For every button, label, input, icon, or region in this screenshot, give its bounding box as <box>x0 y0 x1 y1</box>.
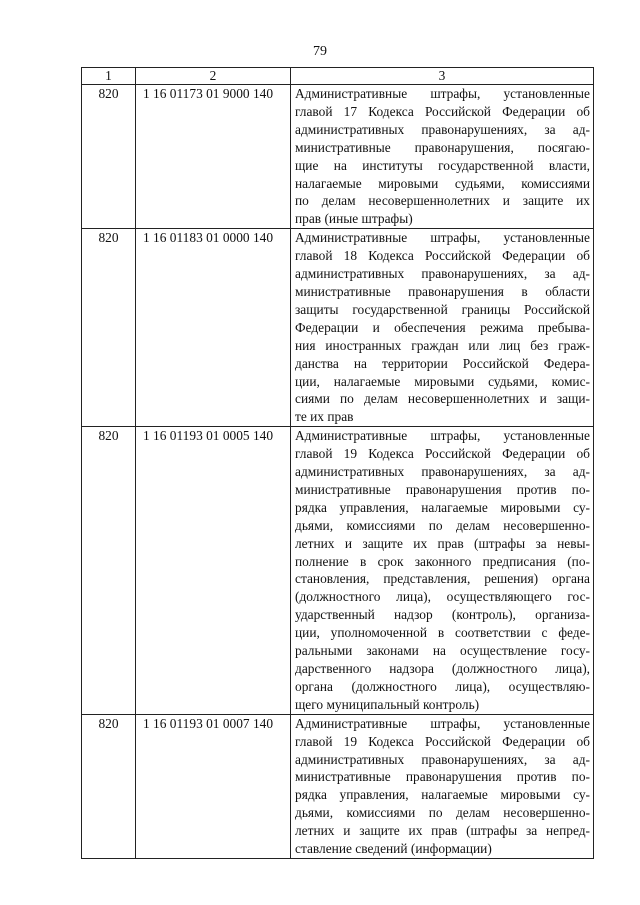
description-line: становления, представления, решения) органа <box>295 571 590 587</box>
description-line: Административные штрафы, установленные <box>295 86 590 101</box>
table-body <box>82 85 594 859</box>
description-line: министративные правонарушения, посягаю- <box>295 139 590 155</box>
column-header-3: 3 <box>291 68 594 85</box>
table-row <box>82 229 594 427</box>
column-header-2: 2 <box>136 68 291 85</box>
budget-code-cell: 1 16 01173 01 9000 140 <box>136 85 291 229</box>
description-line: административных правонарушениях, за ад- <box>295 121 590 137</box>
description-line: ральными законами на осуществление госу- <box>295 643 590 659</box>
description-line: (должностного лица), осуществляющего гос- <box>295 589 590 605</box>
description-line: министративные правонарушения в области <box>295 283 590 299</box>
description-line: прав (иные штрафы) <box>295 211 413 227</box>
description-line: данства на территории Российской Федера- <box>295 355 590 371</box>
description-line: Административные штрафы, установленные <box>295 715 590 731</box>
description-line: защиты государственной границы Российской <box>295 301 590 317</box>
description-line: Административные штрафы, установленные <box>295 230 590 246</box>
description-line: органа (должностного лица), осуществляю- <box>295 678 590 694</box>
admin-code-cell: 820 <box>82 714 136 858</box>
description-cell <box>291 427 594 715</box>
description-line: летних и защите их прав (штрафы за непред- <box>295 823 590 839</box>
description-line: административных правонарушениях, за ад- <box>295 464 590 480</box>
page-number: 79 <box>313 44 327 59</box>
description-line: ударственный надзор (контроль), организа- <box>295 607 590 623</box>
description-line: Административные штрафы, установленные <box>295 428 590 444</box>
admin-code-cell: 820 <box>82 229 136 427</box>
description-line: ции, уполномоченной в соответствии с феде- <box>295 625 590 641</box>
description-line: дьями, комиссиями по делам несовершенно- <box>295 517 590 533</box>
description-line: административных правонарушениях, за ад- <box>295 266 590 282</box>
description-line: щего муниципальный контроль) <box>295 696 480 712</box>
description-line: рядка управления, налагаемые мировыми су- <box>295 499 590 515</box>
description-line: сиями по делам несовершеннолетних и защи- <box>295 391 590 407</box>
budget-code-cell: 1 16 01193 01 0005 140 <box>136 427 291 715</box>
admin-code-cell: 820 <box>82 427 136 715</box>
budget-code-cell: 1 16 01183 01 0000 140 <box>136 229 291 427</box>
description-line: административных правонарушениях, за ад- <box>295 751 590 767</box>
admin-code-cell: 820 <box>82 85 136 229</box>
description-line: главой 17 Кодекса Российской Федерации об <box>295 103 590 119</box>
description-line: главой 19 Кодекса Российской Федерации об <box>295 733 590 749</box>
column-header-1: 1 <box>82 68 136 85</box>
description-line: ции, налагаемые мировыми судьями, комис- <box>295 373 590 389</box>
description-line: Федерации и обеспечения режима пребыва- <box>295 319 590 335</box>
description-line: главой 18 Кодекса Российской Федерации об <box>295 248 590 264</box>
description-line: рядка управления, налагаемые мировыми су- <box>295 787 590 803</box>
description-line: те их прав <box>295 409 354 425</box>
description-cell <box>291 714 594 858</box>
description-line: ния иностранных граждан или лиц без граж- <box>295 337 590 353</box>
description-line: министративные правонарушения против по- <box>295 481 590 497</box>
description-cell <box>291 229 594 427</box>
description-line: дьями, комиссиями по делам несовершенно- <box>295 805 590 821</box>
description-line: налагаемые мировыми судьями, комиссиями <box>295 175 590 191</box>
description-line: министративные правонарушения против по- <box>295 769 590 785</box>
budget-code-cell: 1 16 01193 01 0007 140 <box>136 714 291 858</box>
description-line: главой 19 Кодекса Российской Федерации об <box>295 446 590 462</box>
description-line: полнение в срок законного предписания (по- <box>295 553 590 569</box>
description-line: по делам несовершеннолетних и защите их <box>295 193 590 209</box>
budget-classification-table <box>81 67 594 859</box>
table-header-row <box>82 68 594 85</box>
description-cell <box>291 85 594 229</box>
table-row <box>82 427 594 715</box>
description-line: ставление сведений (информации) <box>295 841 492 857</box>
table-row <box>82 85 594 229</box>
description-line: щие на институты государственной власти, <box>295 157 590 173</box>
table-row <box>82 714 594 858</box>
description-line: летних и защите их прав (штрафы за невы- <box>295 535 590 551</box>
description-line: дарственного надзора (должностного лица), <box>295 661 590 676</box>
